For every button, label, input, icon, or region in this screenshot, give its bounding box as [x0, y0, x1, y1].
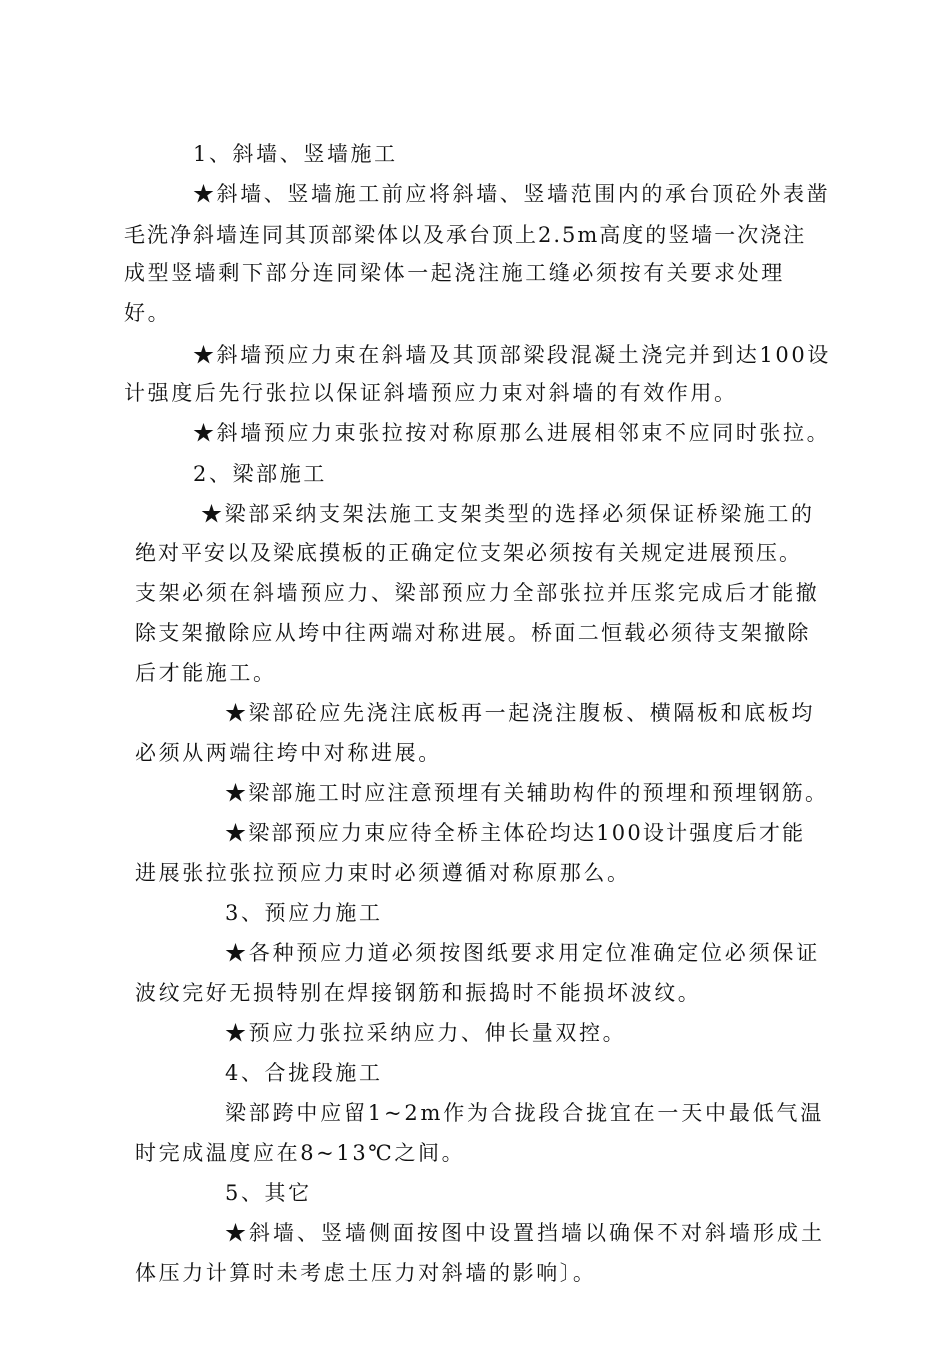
section-1-para-1-line-1: ★斜墙、竖墙施工前应将斜墙、竖墙范围内的承台顶砼外表凿	[193, 182, 831, 206]
section-2-para-1-line-5: 后才能施工。	[135, 661, 277, 685]
section-5-para-1-line-2: 体压力计算时未考虑土压力对斜墙的影响〕。	[135, 1261, 597, 1285]
section-1-para-2-line-2: 计强度后先行张拉以保证斜墙预应力束对斜墙的有效作用。	[124, 381, 738, 405]
section-3-para-1-line-2: 波纹完好无损特别在焊接钢筋和振捣时不能损坏波纹。	[135, 981, 702, 1005]
section-4-heading: 4、合拢段施工	[225, 1061, 383, 1085]
section-3-heading: 3、预应力施工	[225, 901, 383, 925]
section-1-para-2-line-1: ★斜墙预应力束在斜墙及其顶部梁段混凝土浇完并到达100设	[193, 343, 831, 367]
section-4-para-1-line-1: 梁部跨中应留1~2m作为合拢段合拢宜在一天中最低气温	[225, 1101, 825, 1125]
section-2-para-4-line-2: 进展张拉张拉预应力束时必须遵循对称原那么。	[135, 861, 631, 885]
section-1-para-1-line-4: 好。	[124, 301, 172, 325]
section-2-para-1-line-3: 支架必须在斜墙预应力、梁部预应力全部张拉并压浆完成后才能撤	[135, 581, 820, 605]
section-2-heading: 2、梁部施工	[193, 462, 327, 486]
section-1-para-3-line-1: ★斜墙预应力束张拉按对称原那么进展相邻束不应同时张拉。	[193, 421, 831, 445]
section-3-para-1-line-1: ★各种预应力道必须按图纸要求用定位准确定位必须保证	[225, 941, 820, 965]
section-2-para-2-line-2: 必须从两端往垮中对称进展。	[135, 741, 442, 765]
section-2-para-4-line-1: ★梁部预应力束应待全桥主体砼均达100设计强度后才能	[225, 821, 806, 845]
section-1-heading: 1、斜墙、竖墙施工	[193, 142, 398, 166]
section-2-para-1-line-4: 除支架撤除应从垮中往两端对称进展。桥面二恒载必须待支架撤除	[135, 621, 811, 645]
section-2-para-1-line-1: ★梁部采纳支架法施工支架类型的选择必须保证桥梁施工的	[201, 502, 815, 526]
section-5-para-1-line-1: ★斜墙、竖墙侧面按图中设置挡墙以确保不对斜墙形成土	[225, 1221, 825, 1245]
section-4-para-1-line-2: 时完成温度应在8~13℃之间。	[135, 1141, 466, 1165]
section-1-para-1-line-2: 毛洗净斜墙连同其顶部梁体以及承台顶上2.5m高度的竖墙一次浇注	[124, 223, 807, 247]
section-3-para-2-line-1: ★预应力张拉采纳应力、伸长量双控。	[225, 1021, 627, 1045]
section-2-para-3-line-1: ★梁部施工时应注意预埋有关辅助构件的预埋和预埋钢筋。	[225, 781, 829, 805]
section-2-para-2-line-1: ★梁部砼应先浇注底板再一起浇注腹板、横隔板和底板均	[225, 701, 815, 725]
section-1-para-1-line-3: 成型竖墙剩下部分连同梁体一起浇注施工缝必须按有关要求处理	[124, 261, 785, 285]
section-5-heading: 5、其它	[225, 1181, 312, 1205]
section-2-para-1-line-2: 绝对平安以及梁底摸板的正确定位支架必须按有关规定进展预压。	[135, 541, 802, 565]
